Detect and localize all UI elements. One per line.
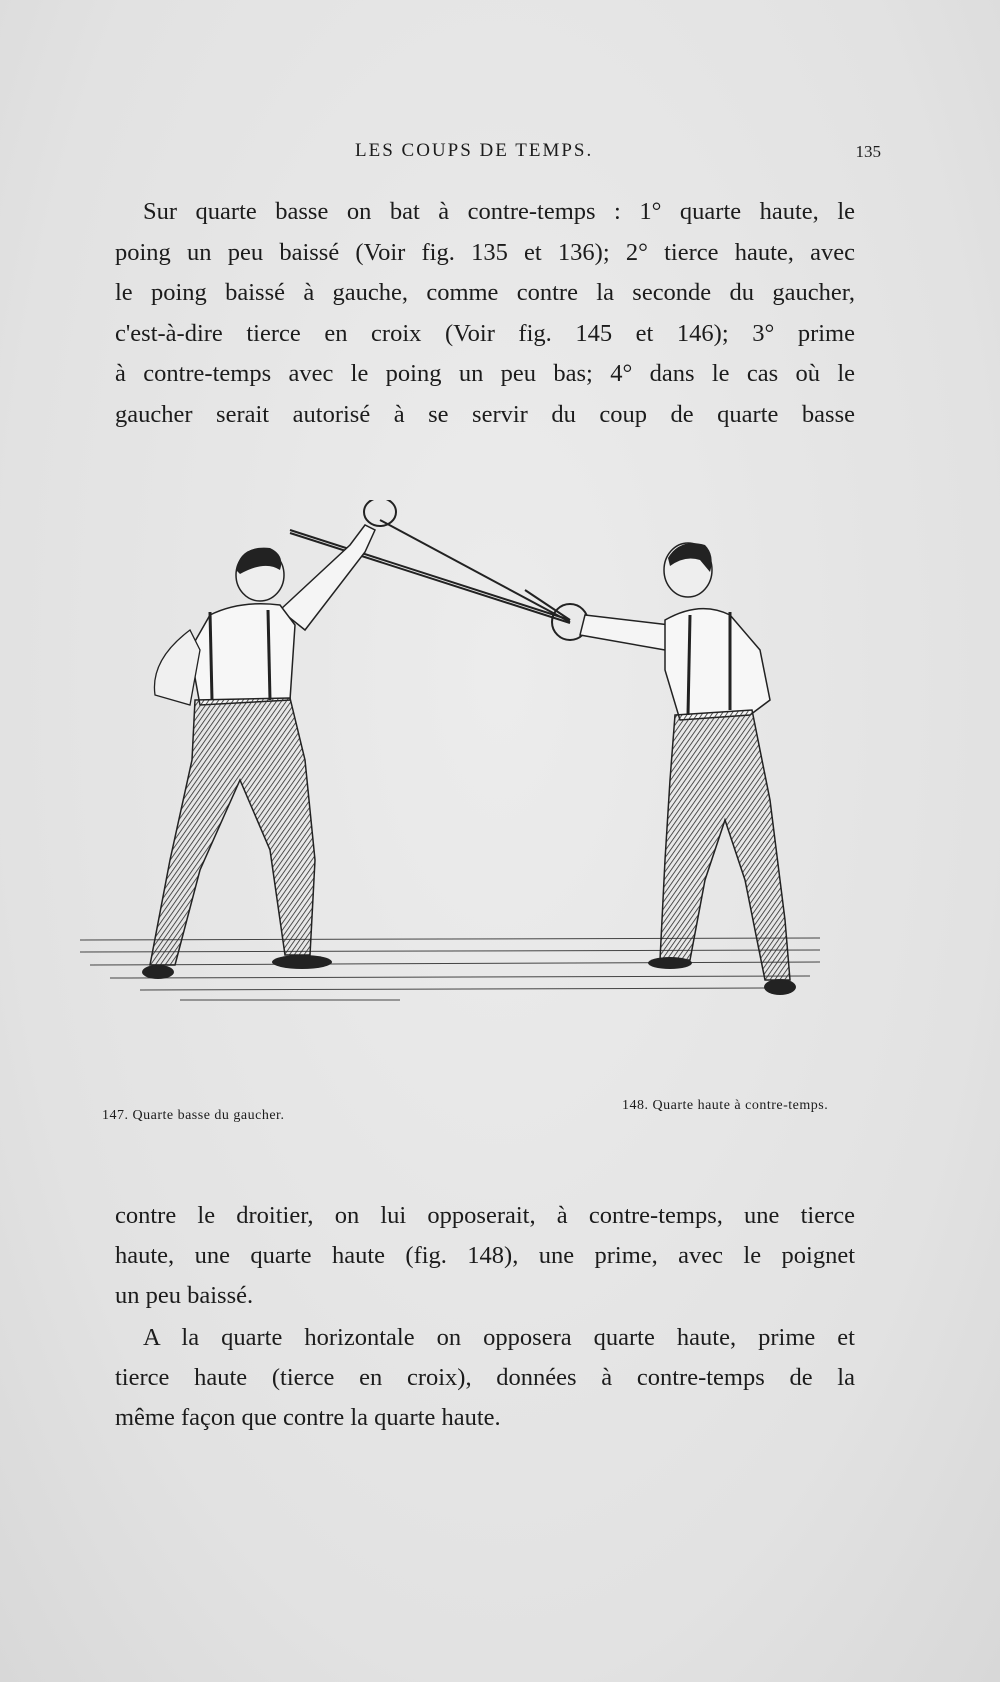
fencing-illustration <box>80 500 900 1123</box>
page-header <box>115 140 885 170</box>
figure-caption-147: 147. Quarte basse du gaucher. <box>102 1108 285 1123</box>
text-line: Sur quarte basse on bat à contre-temps : 1° quarte haute, le <box>143 198 855 225</box>
text-line: à contre-temps avec le poing un peu bas; 4° dans le cas où le <box>115 360 855 387</box>
right-fencer <box>552 543 796 995</box>
left-fencer <box>142 500 396 979</box>
paragraph-1 <box>115 192 855 435</box>
text-line: même façon que contre la quarte haute. <box>115 1404 501 1431</box>
page-number: 135 <box>855 142 881 161</box>
paragraph-3 <box>115 1318 855 1438</box>
text-line: poing un peu baissé (Voir fig. 135 et 136); 2° tierce haute, avec <box>115 238 855 266</box>
text-line: A la quarte horizontale on opposera quarte haute, prime et <box>143 1324 855 1351</box>
text-line: gaucher serait autorisé à se servir du coup de quarte basse <box>115 400 855 428</box>
engraving-image <box>80 500 900 1100</box>
text-line: contre le droitier, on lui opposerait, à contre-temps, une tierce <box>115 1202 855 1229</box>
running-title: LES COUPS DE TEMPS. <box>355 140 594 161</box>
floor-lines <box>80 938 820 1000</box>
text-line: tierce haute (tierce en croix), données à contre-temps de la <box>115 1364 855 1391</box>
paragraph-2 <box>115 1196 855 1316</box>
text-line: c'est-à-dire tierce en croix (Voir fig. 145 et 146); 3° prime <box>115 319 855 347</box>
figure-caption-148: 148. Quarte haute à contre-temps. <box>622 1098 829 1113</box>
text-line: haute, une quarte haute (fig. 148), une prime, avec le poignet <box>115 1242 855 1269</box>
text-line: un peu baissé. <box>115 1282 254 1309</box>
text-line: le poing baissé à gauche, comme contre la seconde du gaucher, <box>115 279 855 306</box>
